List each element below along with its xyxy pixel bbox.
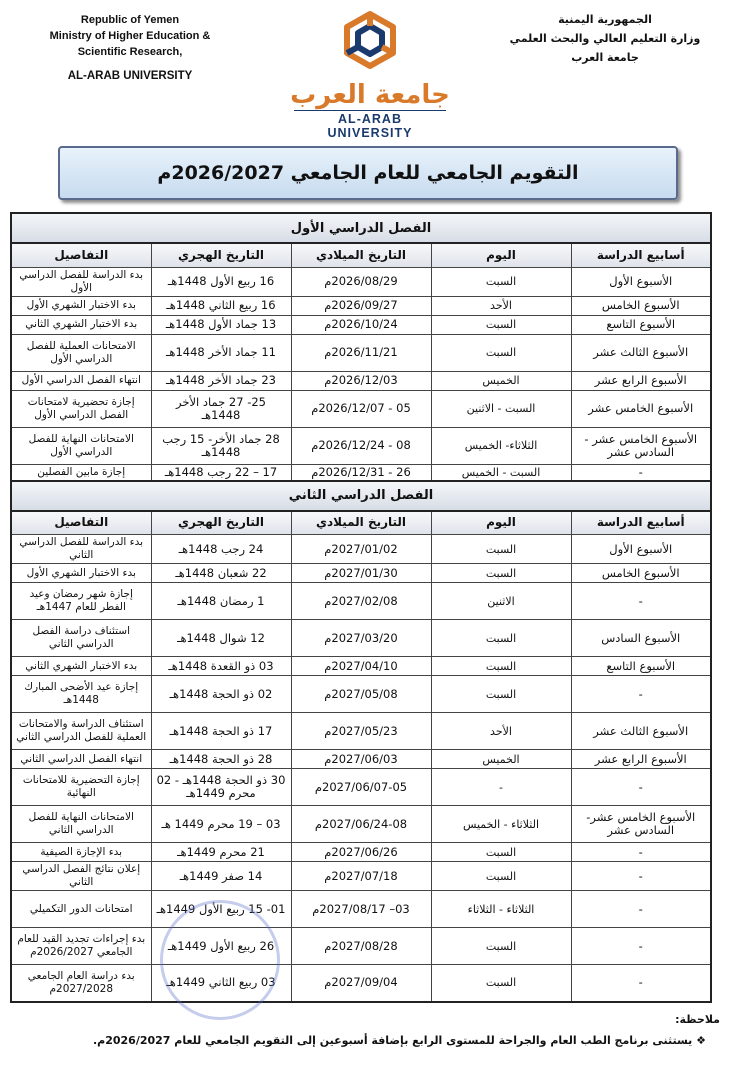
cell-greg: 2027/03/20م bbox=[291, 620, 431, 657]
cell-hijri: 30 ذو الحجة 1448هـ - 02 محرم 1449هـ bbox=[151, 769, 291, 806]
cell-week: - bbox=[571, 676, 711, 713]
cell-greg: 2026/09/27م bbox=[291, 296, 431, 315]
cell-day: السبت bbox=[431, 928, 571, 965]
cell-week: - bbox=[571, 843, 711, 862]
cell-details: بدء دراسة العام الجامعي 2027/2028م bbox=[11, 965, 151, 1002]
table-row bbox=[11, 315, 711, 334]
cell-hijri: 25- 27 جماد الأخر 1448هـ bbox=[151, 390, 291, 427]
cell-greg: 2027/09/04م bbox=[291, 965, 431, 1002]
cell-week: الأسبوع الرابع عشر bbox=[571, 750, 711, 769]
cell-hijri: 11 جماد الأخر 1448هـ bbox=[151, 334, 291, 371]
en-line-ministry: Ministry of Higher Education & bbox=[49, 30, 211, 42]
ar-line-university: جامعة العرب bbox=[571, 51, 639, 64]
cell-week: - bbox=[571, 965, 711, 1002]
cell-greg: 2026/11/21م bbox=[291, 334, 431, 371]
table-row bbox=[11, 427, 711, 464]
notes-title: ملاحظة: bbox=[675, 1013, 720, 1026]
notes-section bbox=[20, 1013, 720, 1047]
table-row bbox=[11, 334, 711, 371]
cell-hijri: 03 ذو القعدة 1448هـ bbox=[151, 657, 291, 676]
cell-day: السبت bbox=[431, 965, 571, 1002]
cell-day: الخميس bbox=[431, 750, 571, 769]
cell-hijri: 16 ربيع الثاني 1448هـ bbox=[151, 296, 291, 315]
cell-week: الأسبوع الخامس عشر bbox=[571, 390, 711, 427]
table-row bbox=[11, 296, 711, 315]
table-row bbox=[11, 769, 711, 806]
cell-day: الأحد bbox=[431, 296, 571, 315]
cell-week: الأسبوع الخامس bbox=[571, 564, 711, 583]
table-row bbox=[11, 928, 711, 965]
cell-week: - bbox=[571, 891, 711, 928]
table-row bbox=[11, 371, 711, 390]
cell-details: امتحانات الدور التكميلي bbox=[11, 891, 151, 928]
cell-day: الاثنين bbox=[431, 583, 571, 620]
arabic-letterhead bbox=[505, 10, 705, 67]
cell-day: السبت bbox=[431, 315, 571, 334]
en-line-university: AL-ARAB UNIVERSITY bbox=[67, 70, 193, 82]
cell-day: الثلاثاء- الخميس bbox=[431, 427, 571, 464]
cell-greg: 26 - 2026/12/31م bbox=[291, 464, 431, 481]
cell-week: الأسبوع الرابع عشر bbox=[571, 371, 711, 390]
table-row bbox=[11, 464, 711, 481]
cell-hijri: 28 ذو الحجة 1448هـ bbox=[151, 750, 291, 769]
cell-details: الامتحانات النهاية للفصل الدراسي الأول bbox=[11, 427, 151, 464]
logo-english-name: AL-ARAB UNIVERSITY bbox=[294, 110, 446, 140]
cell-day: السبت bbox=[431, 862, 571, 891]
table-row bbox=[11, 390, 711, 427]
table-row bbox=[11, 806, 711, 843]
cell-details: انتهاء الفصل الدراسي الثاني bbox=[11, 750, 151, 769]
cell-hijri: 21 محرم 1449هـ bbox=[151, 843, 291, 862]
cell-week: الأسبوع السادس bbox=[571, 620, 711, 657]
cell-greg: 2027/06/07-05م bbox=[291, 769, 431, 806]
cell-hijri: 16 ربيع الأول 1448هـ bbox=[151, 267, 291, 296]
cell-greg: 2026/10/24م bbox=[291, 315, 431, 334]
calendar-table-body bbox=[11, 213, 711, 1002]
cell-greg: 05 - 2026/12/07م bbox=[291, 390, 431, 427]
ar-line-country: الجمهورية اليمنية bbox=[558, 13, 652, 26]
cell-day: الثلاثاء - الثلاثاء bbox=[431, 891, 571, 928]
column-header-hijri: التاريخ الهجري bbox=[151, 511, 291, 535]
column-header-day: اليوم bbox=[431, 511, 571, 535]
cell-day: السبت bbox=[431, 843, 571, 862]
cell-details: إجازة شهر رمضان وعيد الفطر للعام 1447هـ bbox=[11, 583, 151, 620]
cell-greg: 2027/06/26م bbox=[291, 843, 431, 862]
cell-day: - bbox=[431, 769, 571, 806]
cell-week: الأسبوع الأول bbox=[571, 267, 711, 296]
cell-day: السبت bbox=[431, 676, 571, 713]
cell-greg: 2027/04/10م bbox=[291, 657, 431, 676]
cell-greg: 2026/12/03م bbox=[291, 371, 431, 390]
cell-week: الأسبوع الأول bbox=[571, 535, 711, 564]
cell-details: بدء الاختبار الشهري الأول bbox=[11, 564, 151, 583]
cell-greg: 2026/08/29م bbox=[291, 267, 431, 296]
cell-details: الامتحانات النهاية للفصل الدراسي الثاني bbox=[11, 806, 151, 843]
cell-details: إجازة التحضيرية للامتحانات النهائية bbox=[11, 769, 151, 806]
cell-week: الأسبوع الثالث عشر bbox=[571, 334, 711, 371]
cell-greg: 2027/06/24-08م bbox=[291, 806, 431, 843]
table-row bbox=[11, 862, 711, 891]
cell-details: استئناف الدراسة والامتحانات العملية للفصل الدراسي الثاني bbox=[11, 713, 151, 750]
cell-hijri: 13 جماد الأول 1448هـ bbox=[151, 315, 291, 334]
cell-day: السبت bbox=[431, 620, 571, 657]
cell-details: انتهاء الفصل الدراسي الأول bbox=[11, 371, 151, 390]
cell-hijri: 26 ربيع الأول 1449هـ bbox=[151, 928, 291, 965]
cell-week: - bbox=[571, 583, 711, 620]
cell-hijri: 03 – 19 محرم 1449 هـ bbox=[151, 806, 291, 843]
column-header-day: اليوم bbox=[431, 243, 571, 267]
cell-greg: 2027/01/02م bbox=[291, 535, 431, 564]
cell-details: بدء الاختبار الشهري الثاني bbox=[11, 315, 151, 334]
table-row bbox=[11, 267, 711, 296]
semester-title-row bbox=[11, 213, 711, 243]
column-header-row bbox=[11, 511, 711, 535]
column-header-hijri: التاريخ الهجري bbox=[151, 243, 291, 267]
table-row bbox=[11, 535, 711, 564]
cell-week: الأسبوع التاسع bbox=[571, 657, 711, 676]
cell-day: الأحد bbox=[431, 713, 571, 750]
cell-hijri: 28 جماد الأخر- 15 رجب 1448هـ bbox=[151, 427, 291, 464]
cell-hijri: 22 شعبان 1448هـ bbox=[151, 564, 291, 583]
cell-day: السبت bbox=[431, 657, 571, 676]
cell-details: إعلان نتائج الفصل الدراسي الثاني bbox=[11, 862, 151, 891]
en-line-country: Republic of Yemen bbox=[80, 14, 180, 26]
cell-hijri: 1 رمضان 1448هـ bbox=[151, 583, 291, 620]
cell-week: الأسبوع الخامس bbox=[571, 296, 711, 315]
cell-week: الأسبوع الثالث عشر bbox=[571, 713, 711, 750]
cell-greg: 03– 2027/08/17م bbox=[291, 891, 431, 928]
logo-emblem-icon bbox=[331, 10, 409, 80]
cell-week: الأسبوع التاسع bbox=[571, 315, 711, 334]
table-row bbox=[11, 583, 711, 620]
cell-day: السبت bbox=[431, 535, 571, 564]
cell-day: السبت bbox=[431, 564, 571, 583]
table-row bbox=[11, 564, 711, 583]
cell-greg: 08 - 2026/12/24م bbox=[291, 427, 431, 464]
semester-title: الفصل الدراسي الثاني bbox=[11, 481, 711, 511]
cell-week: - bbox=[571, 769, 711, 806]
cell-details: بدء الاختبار الشهري الثاني bbox=[11, 657, 151, 676]
cell-hijri: 24 رجب 1448هـ bbox=[151, 535, 291, 564]
cell-greg: 2027/08/28م bbox=[291, 928, 431, 965]
cell-hijri: 02 ذو الحجة 1448هـ bbox=[151, 676, 291, 713]
cell-day: السبت bbox=[431, 267, 571, 296]
column-header-details: التفاصيل bbox=[11, 511, 151, 535]
en-line-research: Scientific Research, bbox=[77, 46, 183, 58]
cell-hijri: 17 ذو الحجة 1448هـ bbox=[151, 713, 291, 750]
cell-day: السبت - الخميس bbox=[431, 464, 571, 481]
university-logo bbox=[290, 10, 450, 140]
column-header-details: التفاصيل bbox=[11, 243, 151, 267]
cell-details: بدء الدراسة للفصل الدراسي الثاني bbox=[11, 535, 151, 564]
cell-hijri: 03 ربيع الثاني 1449هـ bbox=[151, 965, 291, 1002]
letterhead bbox=[0, 0, 735, 138]
cell-week: - bbox=[571, 464, 711, 481]
table-row bbox=[11, 843, 711, 862]
cell-hijri: 12 شوال 1448هـ bbox=[151, 620, 291, 657]
cell-hijri: 14 صفر 1449هـ bbox=[151, 862, 291, 891]
table-row bbox=[11, 891, 711, 928]
cell-details: بدء الاختبار الشهري الأول bbox=[11, 296, 151, 315]
cell-greg: 2027/07/18م bbox=[291, 862, 431, 891]
cell-week: - bbox=[571, 862, 711, 891]
table-row bbox=[11, 620, 711, 657]
table-row bbox=[11, 713, 711, 750]
cell-greg: 2027/01/30م bbox=[291, 564, 431, 583]
cell-hijri: 23 جماد الأخر 1448هـ bbox=[151, 371, 291, 390]
cell-week: الأسبوع الخامس عشر- السادس عشر bbox=[571, 806, 711, 843]
cell-details: استئناف دراسة الفصل الدراسي الثاني bbox=[11, 620, 151, 657]
cell-day: الثلاثاء - الخميس bbox=[431, 806, 571, 843]
column-header-greg: التاريخ الميلادي bbox=[291, 243, 431, 267]
cell-greg: 2027/05/23م bbox=[291, 713, 431, 750]
cell-greg: 2027/06/03م bbox=[291, 750, 431, 769]
table-row bbox=[11, 676, 711, 713]
semester-title: الفصل الدراسي الأول bbox=[11, 213, 711, 243]
cell-details: بدء الدراسة للفصل الدراسي الأول bbox=[11, 267, 151, 296]
academic-calendar-table bbox=[10, 212, 712, 1003]
semester-title-row bbox=[11, 481, 711, 511]
cell-day: السبت bbox=[431, 334, 571, 371]
english-letterhead bbox=[30, 12, 230, 84]
cell-details: إجازة عيد الأضحى المبارك 1448هـ bbox=[11, 676, 151, 713]
cell-details: الامتحانات العملية للفصل الدراسي الأول bbox=[11, 334, 151, 371]
cell-day: الخميس bbox=[431, 371, 571, 390]
column-header-week: أسابيع الدراسة bbox=[571, 243, 711, 267]
cell-hijri: 17 – 22 رجب 1448هـ bbox=[151, 464, 291, 481]
table-row bbox=[11, 965, 711, 1002]
cell-details: إجازة تحضيرية لامتحانات الفصل الدراسي الأول bbox=[11, 390, 151, 427]
cell-week: - bbox=[571, 928, 711, 965]
cell-details: إجازة مابين الفصلين bbox=[11, 464, 151, 481]
cell-greg: 2027/02/08م bbox=[291, 583, 431, 620]
cell-greg: 2027/05/08م bbox=[291, 676, 431, 713]
table-row bbox=[11, 657, 711, 676]
cell-day: السبت - الاثنين bbox=[431, 390, 571, 427]
ar-line-ministry: وزارة التعليم العالي والبحث العلمي bbox=[509, 32, 701, 45]
logo-arabic-name: جامعة العرب bbox=[290, 80, 450, 110]
column-header-row bbox=[11, 243, 711, 267]
calendar-title-banner bbox=[58, 146, 678, 200]
cell-details: بدء إجراءات تجديد القيد للعام الجامعي 2026/2027م bbox=[11, 928, 151, 965]
cell-hijri: 01- 15 ربيع الأول 1449هـ bbox=[151, 891, 291, 928]
column-header-greg: التاريخ الميلادي bbox=[291, 511, 431, 535]
cell-details: بدء الإجازة الصيفية bbox=[11, 843, 151, 862]
column-header-week: أسابيع الدراسة bbox=[571, 511, 711, 535]
note-item: ❖ يستثنى برنامج الطب العام والجراحة للمستوى الرابع بإضافة أسبوعين إلى التقويم الجامعي للعام 2026/2027م. bbox=[20, 1034, 706, 1047]
cell-week: الأسبوع الخامس عشر - السادس عشر bbox=[571, 427, 711, 464]
university-stamp bbox=[160, 900, 280, 1020]
calendar-title: التقويم الجامعي للعام الجامعي 2026/2027م bbox=[157, 162, 579, 184]
table-row bbox=[11, 750, 711, 769]
